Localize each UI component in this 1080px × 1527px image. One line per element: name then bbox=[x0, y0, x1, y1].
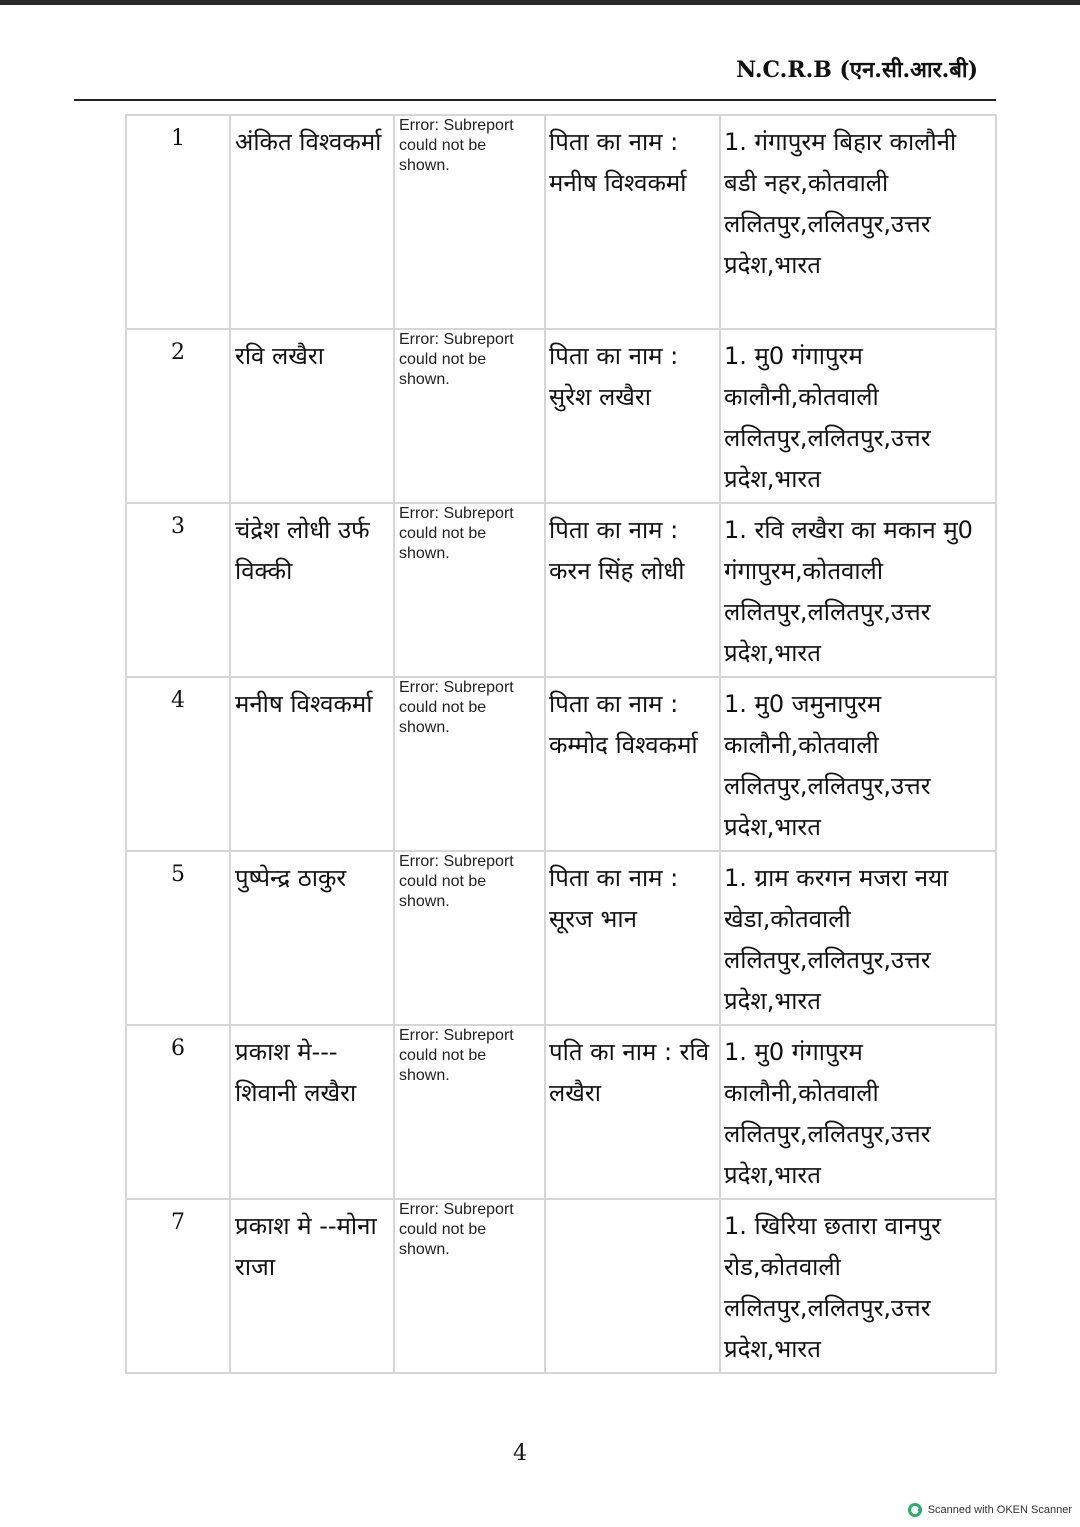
serial-number: 6 bbox=[171, 1036, 185, 1061]
relation-cell: पिता का नाम : कम्मोद विश्वकर्मा bbox=[545, 677, 720, 851]
serial-number: 4 bbox=[171, 688, 185, 713]
serial-number-cell bbox=[126, 677, 230, 851]
page-header-title: N.C.R.B (एन.सी.आर.बी) bbox=[736, 57, 978, 83]
address-cell: 1. गंगापुरम बिहार कालौनी बडी नहर,कोतवाली ललितपुर,ललितपुर,उत्तर प्रदेश,भारत bbox=[720, 115, 996, 329]
relation-cell: पिता का नाम : करन सिंह लोधी bbox=[545, 503, 720, 677]
scanner-watermark bbox=[908, 1503, 1072, 1517]
serial-number-cell bbox=[126, 1199, 230, 1373]
table-row bbox=[126, 329, 996, 503]
subreport-error-cell: Error: Subreport could not be shown. bbox=[394, 1199, 545, 1373]
table-row bbox=[126, 503, 996, 677]
relation-cell: पति का नाम : रवि लखैरा bbox=[545, 1025, 720, 1199]
serial-number-cell bbox=[126, 115, 230, 329]
address-cell: 1. मु0 जमुनापुरम कालौनी,कोतवाली ललितपुर,ललितपुर,उत्तर प्रदेश,भारत bbox=[720, 677, 996, 851]
subreport-error-cell: Error: Subreport could not be shown. bbox=[394, 329, 545, 503]
serial-number-cell bbox=[126, 329, 230, 503]
table-row bbox=[126, 851, 996, 1025]
serial-number: 7 bbox=[171, 1210, 185, 1235]
person-name-cell: प्रकाश मे --मोना राजा bbox=[230, 1199, 394, 1373]
scanner-watermark-text: Scanned with OKEN Scanner bbox=[927, 1504, 1072, 1516]
person-name-cell: अंकित विश्वकर्मा bbox=[230, 115, 394, 329]
relation-cell: पिता का नाम : मनीष विश्वकर्मा bbox=[545, 115, 720, 329]
scanner-logo-icon bbox=[908, 1503, 922, 1517]
person-name-cell: चंद्रेश लोधी उर्फ विक्की bbox=[230, 503, 394, 677]
serial-number: 5 bbox=[171, 862, 185, 887]
serial-number-cell bbox=[126, 851, 230, 1025]
subreport-error-cell: Error: Subreport could not be shown. bbox=[394, 1025, 545, 1199]
serial-number: 3 bbox=[171, 514, 185, 539]
address-cell: 1. मु0 गंगापुरम कालौनी,कोतवाली ललितपुर,ललितपुर,उत्तर प्रदेश,भारत bbox=[720, 329, 996, 503]
serial-number: 2 bbox=[171, 340, 185, 365]
subreport-error-cell: Error: Subreport could not be shown. bbox=[394, 115, 545, 329]
subreport-error-cell: Error: Subreport could not be shown. bbox=[394, 851, 545, 1025]
table-row bbox=[126, 115, 996, 329]
address-cell: 1. ग्राम करगन मजरा नया खेडा,कोतवाली ललितपुर,ललितपुर,उत्तर प्रदेश,भारत bbox=[720, 851, 996, 1025]
relation-cell: पिता का नाम : सुरेश लखैरा bbox=[545, 329, 720, 503]
table-row bbox=[126, 677, 996, 851]
serial-number-cell bbox=[126, 1025, 230, 1199]
serial-number: 1 bbox=[171, 126, 185, 151]
relation-cell bbox=[545, 1199, 720, 1373]
header-divider bbox=[74, 99, 996, 101]
address-cell: 1. मु0 गंगापुरम कालौनी,कोतवाली ललितपुर,ललितपुर,उत्तर प्रदेश,भारत bbox=[720, 1025, 996, 1199]
relation-cell: पिता का नाम : सूरज भान bbox=[545, 851, 720, 1025]
serial-number-cell bbox=[126, 503, 230, 677]
person-name-cell: रवि लखैरा bbox=[230, 329, 394, 503]
person-name-cell: मनीष विश्वकर्मा bbox=[230, 677, 394, 851]
table-row bbox=[126, 1199, 996, 1373]
address-cell: 1. खिरिया छतारा वानपुर रोड,कोतवाली ललितपुर,ललितपुर,उत्तर प्रदेश,भारत bbox=[720, 1199, 996, 1373]
table-row bbox=[126, 1025, 996, 1199]
records-table bbox=[125, 114, 997, 1374]
person-name-cell: पुष्पेन्द्र ठाकुर bbox=[230, 851, 394, 1025]
top-border-strip bbox=[0, 0, 1080, 5]
page-number: 4 bbox=[513, 1441, 527, 1466]
address-cell: 1. रवि लखैरा का मकान मु0 गंगापुरम,कोतवाली ललितपुर,ललितपुर,उत्तर प्रदेश,भारत bbox=[720, 503, 996, 677]
person-name-cell: प्रकाश मे--- शिवानी लखैरा bbox=[230, 1025, 394, 1199]
subreport-error-cell: Error: Subreport could not be shown. bbox=[394, 503, 545, 677]
subreport-error-cell: Error: Subreport could not be shown. bbox=[394, 677, 545, 851]
